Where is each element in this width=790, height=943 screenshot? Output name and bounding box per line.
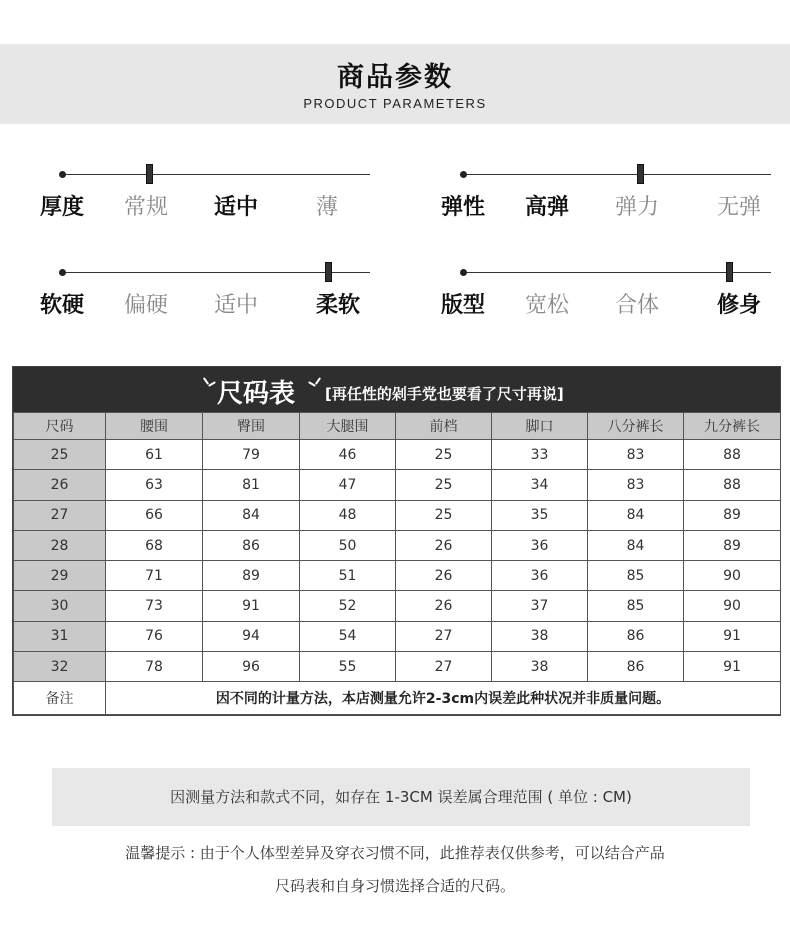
sparkle-right-icon xyxy=(309,377,323,389)
size-cell: 26 xyxy=(14,470,106,500)
column-header: 脚口 xyxy=(492,413,588,440)
page-subtitle: PRODUCT PARAMETERS xyxy=(303,96,487,111)
size-cell: 27 xyxy=(14,500,106,530)
param-label: 版型 xyxy=(441,293,486,318)
param-option: 柔软 xyxy=(316,293,361,318)
sparkle-left-icon xyxy=(203,377,217,389)
measure-cell: 89 xyxy=(203,561,300,591)
measure-cell: 35 xyxy=(492,500,588,530)
measure-cell: 27 xyxy=(396,621,492,651)
table-row xyxy=(14,591,781,621)
measure-cell: 86 xyxy=(588,621,684,651)
size-cell: 25 xyxy=(14,440,106,470)
measure-cell: 38 xyxy=(492,621,588,651)
param-option: 适中 xyxy=(214,195,259,220)
measure-cell: 78 xyxy=(106,652,203,682)
column-header: 腰围 xyxy=(106,413,203,440)
measure-cell: 66 xyxy=(106,500,203,530)
remark-text: 因不同的计量方法，本店测量允许2-3cm内误差此种状况并非质量问题。 xyxy=(106,682,781,715)
measure-cell: 85 xyxy=(588,561,684,591)
column-header: 前档 xyxy=(396,413,492,440)
column-header: 八分裤长 xyxy=(588,413,684,440)
column-header: 九分裤长 xyxy=(684,413,781,440)
measure-cell: 91 xyxy=(684,652,781,682)
size-cell: 31 xyxy=(14,621,106,651)
measure-cell: 84 xyxy=(588,530,684,560)
measure-cell: 46 xyxy=(300,440,396,470)
measure-cell: 47 xyxy=(300,470,396,500)
measure-cell: 86 xyxy=(588,652,684,682)
measure-cell: 51 xyxy=(300,561,396,591)
measure-cell: 88 xyxy=(684,440,781,470)
measure-cell: 76 xyxy=(106,621,203,651)
measure-cell: 89 xyxy=(684,530,781,560)
measure-cell: 94 xyxy=(203,621,300,651)
measure-cell: 54 xyxy=(300,621,396,651)
param-track-start-dot xyxy=(59,269,66,276)
measure-cell: 91 xyxy=(684,621,781,651)
remark-row xyxy=(14,682,781,715)
param-option: 常规 xyxy=(124,195,169,220)
table-row xyxy=(14,500,781,530)
param-label: 弹性 xyxy=(441,195,486,220)
size-cell: 28 xyxy=(14,530,106,560)
measure-cell: 79 xyxy=(203,440,300,470)
measure-cell: 71 xyxy=(106,561,203,591)
param-option: 无弹 xyxy=(717,195,762,220)
table-row xyxy=(14,621,781,651)
param-option: 合体 xyxy=(615,293,660,318)
measure-cell: 81 xyxy=(203,470,300,500)
measure-cell: 84 xyxy=(588,500,684,530)
measure-cell: 33 xyxy=(492,440,588,470)
table-row xyxy=(14,470,781,500)
param-label: 软硬 xyxy=(40,293,85,318)
measure-cell: 34 xyxy=(492,470,588,500)
measure-cell: 26 xyxy=(396,591,492,621)
measure-cell: 61 xyxy=(106,440,203,470)
measure-cell: 25 xyxy=(396,470,492,500)
param-softness xyxy=(40,260,380,320)
measure-cell: 83 xyxy=(588,470,684,500)
param-fit xyxy=(441,260,781,320)
size-chart-header xyxy=(13,367,780,412)
param-track-start-dot xyxy=(59,171,66,178)
param-track-start-dot xyxy=(460,171,467,178)
table-row xyxy=(14,530,781,560)
param-option: 修身 xyxy=(717,293,762,318)
param-option: 薄 xyxy=(316,195,339,220)
param-option: 弹力 xyxy=(615,195,660,220)
param-track xyxy=(61,272,370,273)
measure-cell: 36 xyxy=(492,561,588,591)
measure-cell: 38 xyxy=(492,652,588,682)
param-track-start-dot xyxy=(460,269,467,276)
measure-cell: 26 xyxy=(396,530,492,560)
measure-cell: 68 xyxy=(106,530,203,560)
param-option: 宽松 xyxy=(525,293,570,318)
measure-cell: 84 xyxy=(203,500,300,530)
param-track xyxy=(462,174,771,175)
measure-cell: 88 xyxy=(684,470,781,500)
measure-cell: 89 xyxy=(684,500,781,530)
measure-cell: 90 xyxy=(684,591,781,621)
measure-cell: 48 xyxy=(300,500,396,530)
param-marker xyxy=(637,164,644,184)
measure-cell: 55 xyxy=(300,652,396,682)
measure-cell: 90 xyxy=(684,561,781,591)
measure-cell: 91 xyxy=(203,591,300,621)
measure-cell: 50 xyxy=(300,530,396,560)
column-header: 大腿围 xyxy=(300,413,396,440)
remark-label: 备注 xyxy=(14,682,106,715)
measure-cell: 27 xyxy=(396,652,492,682)
table-row xyxy=(14,561,781,591)
param-option: 高弹 xyxy=(525,195,570,220)
param-thickness xyxy=(40,162,380,222)
measure-cell: 63 xyxy=(106,470,203,500)
size-chart xyxy=(12,366,781,716)
param-track xyxy=(61,174,370,175)
table-header-row xyxy=(14,413,781,440)
param-option: 适中 xyxy=(214,293,259,318)
param-marker xyxy=(146,164,153,184)
measure-cell: 96 xyxy=(203,652,300,682)
warm-tip-line-2: 尺码表和自身习惯选择合适的尺码。 xyxy=(274,877,515,895)
param-label: 厚度 xyxy=(40,195,85,220)
measure-cell: 52 xyxy=(300,591,396,621)
measure-cell: 83 xyxy=(588,440,684,470)
measure-cell: 37 xyxy=(492,591,588,621)
measure-cell: 86 xyxy=(203,530,300,560)
column-header: 尺码 xyxy=(14,413,106,440)
measurement-tip: 因测量方法和款式不同，如存在 1-3CM 误差属合理范围 ( 单位 : CM) xyxy=(52,768,750,826)
size-table xyxy=(13,412,781,715)
warm-tip-line-1: 温馨提示 : 由于个人体型差异及穿衣习惯不同，此推荐表仅供参考，可以结合产品 xyxy=(125,844,665,862)
measure-cell: 26 xyxy=(396,561,492,591)
param-track xyxy=(462,272,771,273)
size-chart-title: 尺码表 xyxy=(217,379,296,409)
measure-cell: 73 xyxy=(106,591,203,621)
size-cell: 32 xyxy=(14,652,106,682)
measure-cell: 25 xyxy=(396,500,492,530)
table-row xyxy=(14,440,781,470)
param-elasticity xyxy=(441,162,781,222)
measure-cell: 25 xyxy=(396,440,492,470)
param-option: 偏硬 xyxy=(124,293,169,318)
param-marker xyxy=(325,262,332,282)
size-cell: 29 xyxy=(14,561,106,591)
size-cell: 30 xyxy=(14,591,106,621)
measure-cell: 85 xyxy=(588,591,684,621)
column-header: 臀围 xyxy=(203,413,300,440)
page-title: 商品参数 xyxy=(337,62,453,93)
measure-cell: 36 xyxy=(492,530,588,560)
table-row xyxy=(14,652,781,682)
param-marker xyxy=(726,262,733,282)
size-chart-note: [再任性的剁手党也要看了尺寸再说] xyxy=(325,385,564,403)
